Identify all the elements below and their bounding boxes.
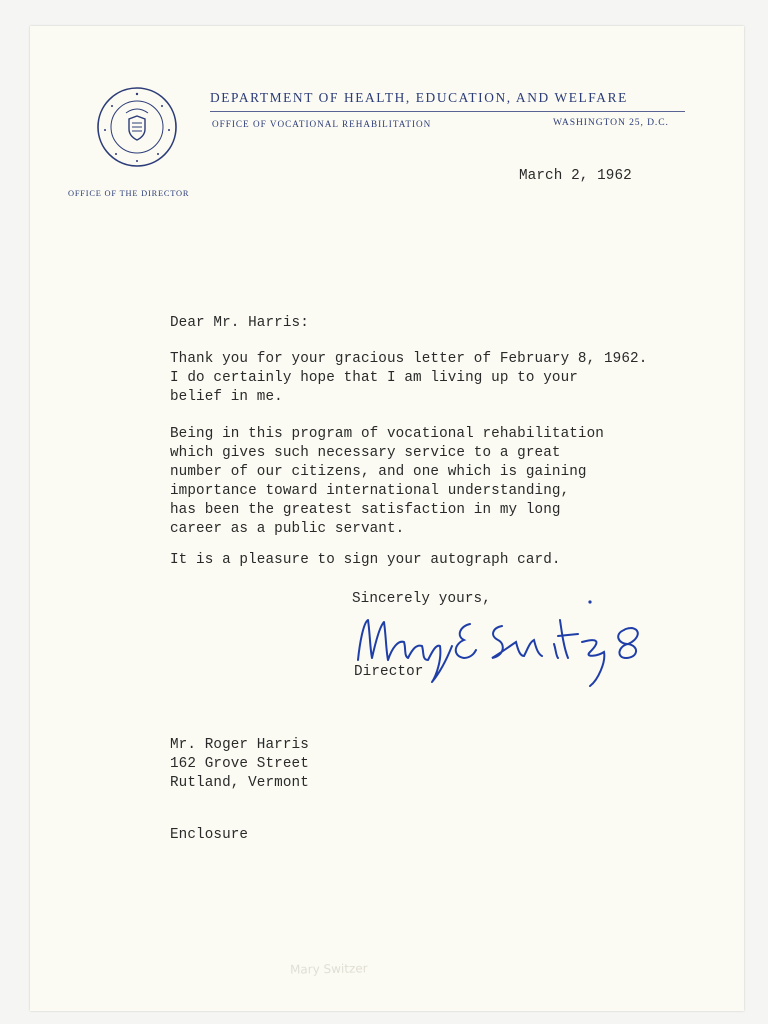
paragraph-3: It is a pleasure to sign your autograph card. (170, 552, 561, 568)
paragraph-2 (170, 425, 604, 539)
paragraph-line: Being in this program of vocational rehabilitation (170, 426, 604, 442)
letter-date: March 2, 1962 (519, 168, 632, 184)
director-office-label: OFFICE OF THE DIRECTOR (68, 189, 190, 198)
paragraph-line: number of our citizens, and one which is gaining (170, 464, 587, 480)
paragraph-line: I do certainly hope that I am living up to your (170, 370, 578, 386)
paragraph-line: which gives such necessary service to a great (170, 445, 561, 461)
pencil-note: Mary Switzer (289, 961, 368, 977)
enclosure-note: Enclosure (170, 827, 249, 843)
department-seal-icon (96, 86, 178, 168)
paragraph-line: career as a public servant. (170, 521, 405, 537)
department-title: DEPARTMENT OF HEALTH, EDUCATION, AND WELFARE (210, 90, 628, 105)
signer-title: Director (354, 664, 424, 680)
paragraph-line: importance toward international understanding, (170, 483, 570, 499)
paragraph-line: has been the greatest satisfaction in my long (170, 502, 561, 518)
salutation: Dear Mr. Harris: (170, 315, 309, 331)
office-city: WASHINGTON 25, D.C. (553, 117, 669, 128)
paragraph-line: Thank you for your gracious letter of February 8, 1962. (170, 351, 648, 367)
recipient-name: Mr. Roger Harris (170, 737, 309, 753)
paragraph-1 (170, 350, 647, 407)
recipient-address (170, 736, 309, 793)
paragraph-line: belief in me. (170, 389, 283, 405)
office-name: OFFICE OF VOCATIONAL REHABILITATION (212, 119, 432, 129)
recipient-street: 162 Grove Street (170, 756, 309, 772)
letterhead-rule (210, 111, 685, 112)
recipient-city: Rutland, Vermont (170, 775, 309, 791)
closing: Sincerely yours, (352, 591, 491, 607)
